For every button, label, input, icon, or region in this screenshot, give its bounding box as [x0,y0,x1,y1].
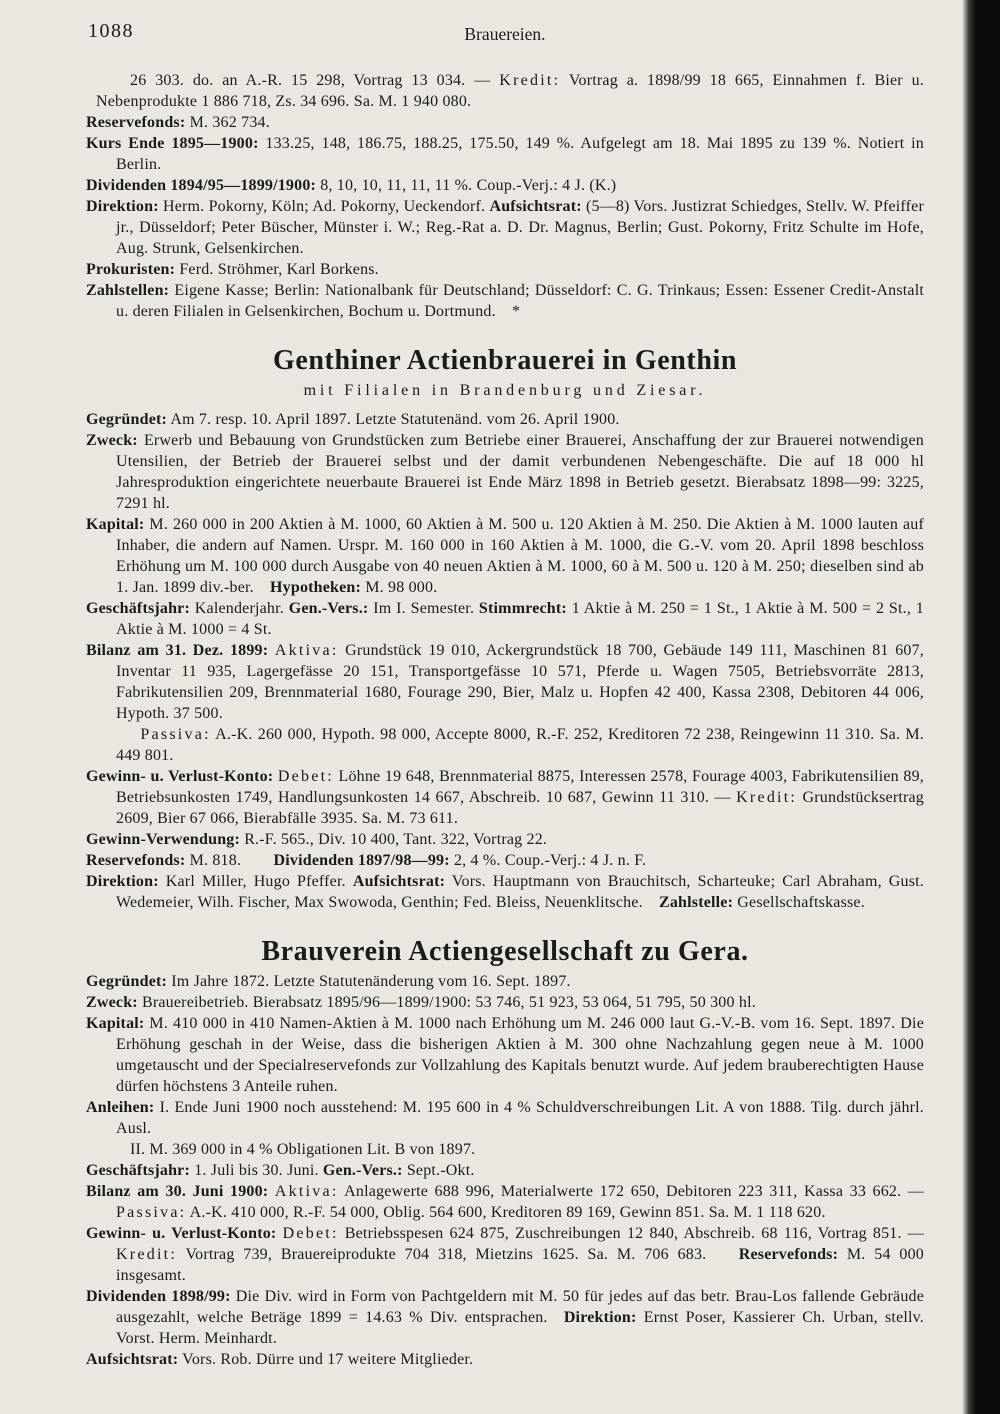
entry-text: Löhne 19 648, Brennmaterial 8875, Interessen 2578, Fourage 4003, Fabrikutensilien 89, Betriebsunkosten 1749, Handlungsunkosten 14 667, Abschreib. 10 687, Gewinn 11 310. — [116,768,924,806]
entry-text: (5—8) Vors. Justizrat Schiedges, Stellv. W. Pfeiffer jr., Düsseldorf; Peter Büscher, Münster i. W.; Reg.-Rat a. D. Dr. Magnus, Berlin; Gust. Pokorny, Fritz Schulte im Hofe, Aug. Strunk, Gelsenkirchen. [116,198,924,257]
entry-text: Vortrag a. 1898/99 18 665, Einnahmen f. Bier u. Nebenprodukte 1 886 718, Zs. 34 696. Sa. M. 1 940 080. [96,72,924,110]
company-subheading: mit Filialen in Brandenburg und Ziesar. [303,382,707,399]
entry-label: Direktion: [563,1309,637,1326]
entry-text: II. M. 369 000 in 4 % Obligationen Lit. B von 1897. [130,1141,476,1158]
entry-label: Bilanz am 30. Juni 1900: [86,1183,269,1200]
entry-paragraph [86,1349,924,1370]
entry-text: Ernst Poser, Kassierer Ch. Urban, stellv. Vorst. Herm. Meinhardt. [116,1309,924,1347]
page-content-wrapper [86,20,924,1370]
entry-text: 2, 4 %. Coup.-Verj.: 4 J. n. F. [449,852,647,869]
emphasized-term: Kredit: [736,789,798,806]
entry-text: 1 Aktie à M. 250 = 1 St., 1 Aktie à M. 500 = 2 St., 1 Aktie à M. 1000 = 4 St. [116,600,924,638]
entry-label: Gewinn- u. Verlust-Konto: [86,768,274,785]
entry-text: Vors. Rob. Dürre und 17 weitere Mitglieder. [178,1351,474,1368]
company-heading: Genthiner Actienbrauerei in Genthin [272,345,738,376]
emphasized-term: Kredit: [116,1246,178,1263]
entry-label: Gegründet: [86,411,168,428]
scan-edge-bar [962,0,1000,1414]
entry-label: Bilanz am 31. Dez. 1899: [86,642,269,659]
entry-paragraph [86,850,924,871]
entry-paragraph [86,1139,924,1160]
entry-text: Vortrag 739, Brauereiprodukte 704 318, Mietzins 1625. Sa. M. 706 683. [177,1246,739,1263]
entry-text: Karl Miller, Hugo Pfeffer. [158,873,353,890]
entry-label: Dividenden 1894/95—1899/1900: [86,177,317,194]
entry-paragraph [86,430,924,514]
entry-paragraph [86,829,924,850]
entry-label: Anleihen: [86,1099,155,1116]
entry-paragraph [86,1160,924,1181]
entry-text: Am 7. resp. 10. April 1897. Letzte Statutenänd. vom 26. April 1900. [167,411,620,428]
entry-text: Eigene Kasse; Berlin: Nationalbank für Deutschland; Düsseldorf: C. G. Trinkaus; Essen: Essener Credit-Anstalt u. deren Filialen in Gelsenkirchen, Bochum u. Dortmund. * [116,282,924,320]
entry-label: Aufsichtsrat: [489,198,582,215]
entry-paragraph [86,1223,924,1286]
entry-text: 133.25, 148, 186.75, 188.25, 175.50, 149 %. Aufgelegt am 18. Mai 1895 zu 139 %. Notiert in Berlin. [116,135,924,173]
entry-text [116,726,140,743]
entry-text: Kalenderjahr. [190,600,289,617]
entry-paragraph [86,1097,924,1139]
entry-text: A.-K. 260 000, Hypoth. 98 000, Accepte 8000, R.-F. 252, Kreditoren 72 238, Reingewinn 11 310. Sa. M. 449 801. [116,726,924,764]
entry-text: Brauereibetrieb. Bierabsatz 1895/96—1899/1900: 53 746, 51 923, 53 064, 51 795, 50 300 hl. [137,994,756,1011]
entry-paragraph [86,871,924,913]
entry-label: Dividenden 1898/99: [86,1288,231,1305]
entry-text: Ferd. Ströhmer, Karl Borkens. [175,261,379,278]
emphasized-term: Aktiva: [274,642,339,659]
entry-paragraph [86,196,924,259]
entry-label: Gen.-Vers.: [322,1162,403,1179]
entry-text: Herm. Pokorny, Köln; Ad. Pokorny, Ueckendorf. [158,198,490,215]
emphasized-term: Passiva: [116,1204,187,1221]
entry-label: Reservefonds: [86,852,186,869]
entry-text: 1. Juli bis 30. Juni. [190,1162,323,1179]
company-section [86,70,924,322]
entry-text: Vors. Hauptmann von Brauchitsch, Scharteuke; Carl Abraham, Gust. Wedemeier, Wilh. Fischer, Max Swowoda, Genthin; Fed. Bleiss, Neuenklitsche. [116,873,924,911]
entry-paragraph [86,1286,924,1349]
entry-label: Stimmrecht: [478,600,567,617]
page-content [86,70,924,1370]
entry-text [268,642,275,659]
entry-label: Aufsichtsrat: [352,873,446,890]
entry-label: Kapital: [86,1015,145,1032]
entry-label: Kapital: [86,516,145,533]
entry-label: Gewinn- u. Verlust-Konto: [86,1225,277,1242]
entry-paragraph [86,175,924,196]
entry-text: Die Div. wird in Form von Pachtgeldern mit M. 50 für jedes auf das betr. Brau-Los fallende Gebräude ausgezahlt, welche Beträge 1899 = 14.63 % Div. entsprachen. [116,1288,924,1326]
entry-text: A.-K. 410 000, R.-F. 54 000, Oblig. 564 600, Kreditoren 89 169, Gewinn 851. Sa. M. 1 118 620. [186,1204,826,1221]
entry-label: Geschäftsjahr: [86,600,191,617]
entry-paragraph [86,766,924,829]
entry-label: Gen.-Vers.: [288,600,369,617]
emphasized-term: Kredit: [499,72,561,89]
entry-label: Zweck: [86,432,138,449]
entry-text: M. 54 000 insgesamt. [116,1246,924,1284]
entry-label: Reservefonds: [86,114,186,131]
entry-label: Prokuristen: [86,261,176,278]
entry-label: Zweck: [86,994,138,1011]
entry-paragraph [86,133,924,175]
entry-label: Aufsichtsrat: [86,1351,179,1368]
emphasized-term: Aktiva: [274,1183,339,1200]
entry-text: Anlagewerte 688 996, Materialwerte 172 650, Debitoren 223 311, Kassa 33 662. — [338,1183,924,1200]
entry-label: Dividenden 1897/98—99: [273,852,450,869]
entry-text: R.-F. 565., Div. 10 400, Tant. 322, Vortrag 22. [240,831,548,848]
entry-label: Gegründet: [86,973,168,990]
entry-text: M. 818. [185,852,274,869]
entry-paragraph [86,409,924,430]
entry-label: Gewinn-Verwendung: [86,831,240,848]
entry-text: Im Jahre 1872. Letzte Statutenänderung vom 16. Sept. 1897. [167,973,571,990]
entry-paragraph [86,70,924,112]
entry-text: M. 98 000. [361,579,438,596]
entry-text: M. 260 000 in 200 Aktien à M. 1000, 60 Aktien à M. 500 u. 120 Aktien à M. 250. Die Aktien à M. 1000 lauten auf Inhaber, die andern auf Namen. Urspr. M. 160 000 in 160 Aktien à M. 1000, die G.-V. vom 20. April 1898 beschloss Erhöhung um M. 100 000 durch Ausgabe von 40 neuen Aktien à M. 1000, 60 à M. 500 u. 120 à M. 250; dieselben sind ab 1. Jan. 1899 div.-ber. [116,516,924,596]
entry-text: 26 303. do. an A.-R. 15 298, Vortrag 13 034. — [130,72,500,89]
entry-text: Grundstück 19 010, Ackergrundstück 18 700, Gebäude 149 111, Maschinen 81 607, Inventar 11 935, Lagergefässe 20 151, Transportgefässe 10 571, Pferde u. Wagen 7505, Betriebsvorräte 2813, Fabrikutensilien 209, Brennmaterial 1680, Fourage 290, Bier, Malz u. Hopfen 42 400, Kassa 2308, Debitoren 44 006, Hypoth. 37 500. [116,642,924,722]
entry-paragraph [86,992,924,1013]
entry-text: M. 410 000 in 410 Namen-Aktien à M. 1000 nach Erhöhung um M. 246 000 laut G.-V.-B. vom 16. Sept. 1897. Die Erhöhung geschah in der Weise, dass die bisherigen Aktien à M. 300 ohne Nachzahlung gegen neue à M. 1000 umgetauscht und der Specialreservefonds zur Vollzahlung des Kapitals benutzt wurde. Auf jedem brauberechtigten Hause dürfen höchstens 3 Anteile ruhen. [116,1015,924,1095]
entry-paragraph [86,971,924,992]
entry-text: Sept.-Okt. [402,1162,475,1179]
entry-paragraph [86,1181,924,1223]
entry-text: Gesellschaftskasse. [733,894,865,911]
entry-paragraph [86,259,924,280]
emphasized-term: Passiva: [140,726,211,743]
entry-text: I. Ende Juni 1900 noch ausstehend: M. 195 600 in 4 % Schuldverschreibungen Lit. A von 1888. Tilg. durch jährl. Ausl. [116,1099,924,1137]
entry-label: Zahlstelle: [659,894,734,911]
entry-text: Betriebsspesen 624 875, Zuschreibungen 12 840, Abschreib. 68 116, Vortrag 851. — [338,1225,924,1242]
emphasized-term: Debet: [282,1225,339,1242]
entry-paragraph [86,1013,924,1097]
running-title: Brauereien. [464,24,546,44]
entry-label: Kurs Ende 1895—1900: [86,135,259,152]
entry-text: Im I. Semester. [368,600,479,617]
company-section [86,344,924,913]
emphasized-term: Debet: [277,768,334,785]
company-section [86,935,924,1370]
entry-text: Erwerb und Bebauung von Grundstücken zum Betriebe einer Brauerei, Anschaffung der zur Brauerei notwendigen Utensilien, der Betrieb der Brauerei selbst und der damit verbundenen Nebengeschäfte. Die auf 18 000 hl Jahresproduktion eingerichtete neuerbaute Brauerei ist Ende März 1898 in Betrieb gesetzt. Bierabsatz 1898—99: 3225, 7291 hl. [116,432,924,512]
page-number: 1088 [88,20,134,42]
entry-paragraph [86,640,924,766]
page-header [86,20,924,52]
entry-paragraph [86,514,924,598]
entry-label: Direktion: [86,873,159,890]
entry-paragraph [86,598,924,640]
entry-label: Geschäftsjahr: [86,1162,191,1179]
entry-label: Direktion: [86,198,159,215]
entry-text: M. 362 734. [185,114,270,131]
entry-label: Reservefonds: [738,1246,839,1263]
entry-text: Grundstücksertrag 2609, Bier 67 066, Bierabfälle 3935. Sa. M. 73 611. [116,789,924,827]
entry-text: 8, 10, 10, 11, 11, 11 %. Coup.-Verj.: 4 J. (K.) [316,177,617,194]
entry-label: Zahlstellen: [86,282,170,299]
entry-paragraph [86,112,924,133]
entry-label: Hypotheken: [270,579,362,596]
company-heading: Brauverein Actiengesellschaft zu Gera. [261,936,749,967]
entry-paragraph [86,280,924,322]
